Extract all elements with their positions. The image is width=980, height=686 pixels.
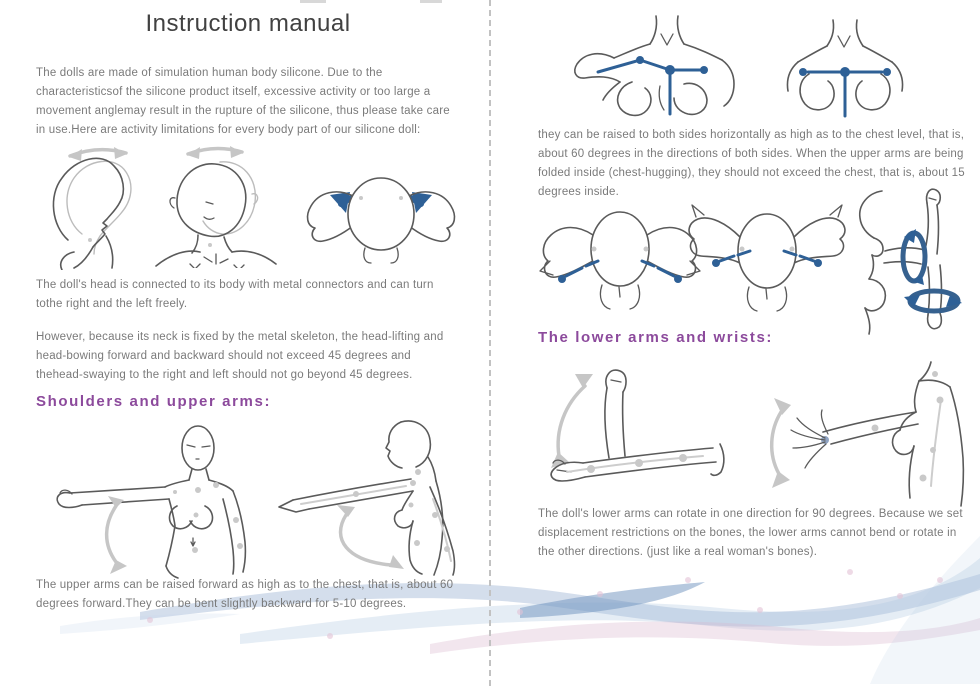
head-front-sway-illustration [148,142,283,268]
forearm-lift-illustration [535,362,730,502]
arms-spread-top-illustration-1 [538,195,703,330]
lower-arms-paragraph: The doll's lower arms can rotate in one direction for 90 degrees. Because we set displacement restrictions on the bones, the lower arms cannot bend or rotate in the other directions. (just like a real woman's bones). [538,508,963,558]
wrist-bend-illustration [735,358,970,508]
shoulders-paragraph: The upper arms can be raised forward as high as to the chest, that is, about 60 degrees forward.They can be bent slightly backward for 5-10 degrees. [36,579,454,610]
sides-paragraph: they can be raised to both sides horizontally as high as to the chest level, that is, about 60 degrees in the directions of both sides. When the upper arms are being folded inside (chest-hugging), they should not exceed the chest, that is, about 15 degrees inside. [538,129,965,198]
shoulders-heading: Shoulders and upper arms: [36,393,272,410]
page-divider [489,0,491,686]
head-connector-paragraph: The doll's head is connected to its body with metal connectors and can turn tothe right and the left freely. [36,279,434,310]
scan-artifact [420,0,442,3]
head-limit-paragraph: However, because its neck is fixed by the metal skeleton, the head-lifting and head-bowing forward and backward should not exceed 45 degrees and thehead-swaying to the right and left should not go beyond 45 degrees. [36,331,444,381]
swing-range-arrow-icon [341,515,391,565]
shoulder-skeleton-raised-illustration [570,2,760,120]
head-top-rotation-illustration [301,150,461,265]
elbow-rotation-rings-illustration [842,185,967,335]
head-side-nod-illustration [36,140,141,270]
bend-range-arrow-icon [772,412,781,474]
shoulder-skeleton-level-illustration [765,12,925,118]
arms-spread-top-illustration-2 [682,193,852,331]
scan-artifact [300,0,326,3]
mannequin-side-illustration [261,415,461,577]
mannequin-front-illustration [46,418,281,580]
intro-paragraph: The dolls are made of simulation human body silicone. Due to the characteristicsof the silicone product itself, excessive activity or too large a movement anglemay result in the rupture of the silicone, thus please take care in use.Here are activity limitations for every body part of our silicone doll: [36,67,450,136]
lift-range-arrow-icon [558,386,585,456]
lower-arms-heading: The lower arms and wrists: [538,329,773,346]
swing-range-arrow-icon [107,506,116,562]
page-title: Instruction manual [145,10,351,37]
